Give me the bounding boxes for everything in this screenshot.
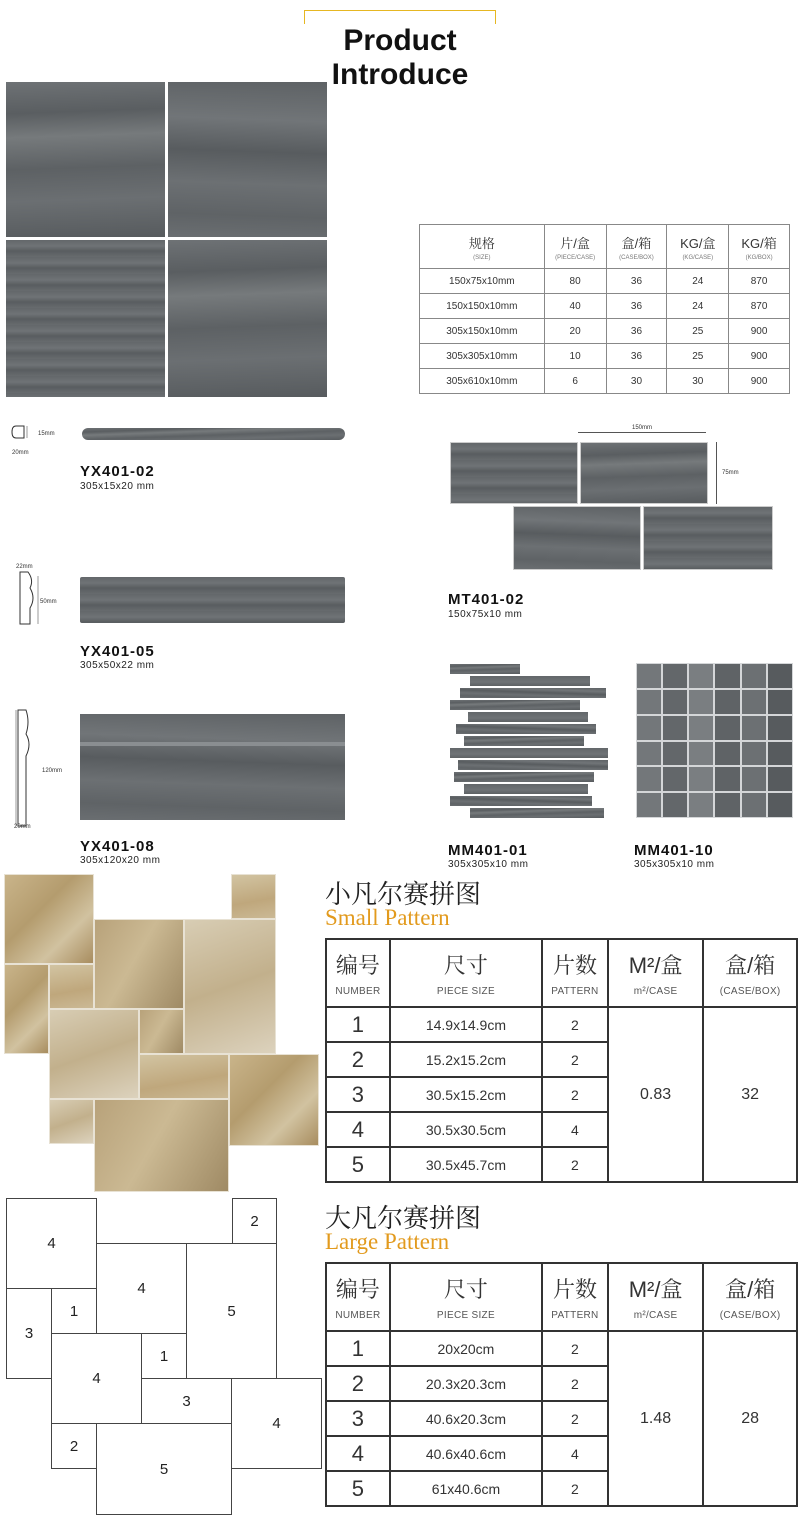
mosaic-chip bbox=[742, 664, 766, 688]
table-header-cell: KG/箱 (KG/BOX) bbox=[729, 225, 790, 269]
product-mm401-01 bbox=[440, 660, 620, 872]
pattern-piece: 4 bbox=[51, 1333, 142, 1424]
tile-photo bbox=[6, 240, 165, 397]
table-cell: 5 bbox=[326, 1147, 390, 1182]
profile-diagram bbox=[12, 708, 42, 830]
table-row bbox=[420, 344, 790, 369]
product-size: 150x75x10 mm bbox=[448, 609, 523, 620]
mosaic-chip bbox=[742, 716, 766, 740]
table-cell: 6 bbox=[544, 369, 606, 394]
table-cell: 36 bbox=[606, 269, 667, 294]
section-header bbox=[304, 10, 496, 91]
table-header-cell: 编号 NUMBER bbox=[326, 939, 390, 1007]
table-header-cell: 盒/箱 (CASE/BOX) bbox=[703, 939, 797, 1007]
product-size: 305x50x22 mm bbox=[80, 660, 155, 671]
mosaic-strip bbox=[470, 676, 590, 686]
mosaic-chip bbox=[689, 793, 713, 817]
mosaic-chip bbox=[715, 767, 739, 791]
table-cell: 40.6x20.3cm bbox=[390, 1401, 542, 1436]
table-cell: 2 bbox=[326, 1042, 390, 1077]
table-cell: 15.2x15.2cm bbox=[390, 1042, 542, 1077]
table-cell: 150x75x10mm bbox=[420, 269, 545, 294]
mosaic-strip bbox=[458, 760, 608, 770]
mosaic-chip bbox=[689, 716, 713, 740]
pattern-piece: 2 bbox=[232, 1198, 277, 1244]
mosaic-strip bbox=[450, 664, 520, 674]
mosaic-chip bbox=[768, 742, 792, 766]
product-code: MM401-10 bbox=[634, 842, 714, 859]
small-pattern-title-cn: 小凡尔赛拼图 bbox=[325, 880, 482, 910]
product-code: YX401-08 bbox=[80, 838, 155, 855]
table-cell: 14.9x14.9cm bbox=[390, 1007, 542, 1042]
mosaic-strip bbox=[450, 796, 592, 806]
mosaic-chip bbox=[768, 716, 792, 740]
table-cell: 4 bbox=[542, 1436, 608, 1471]
mosaic-chip bbox=[637, 742, 661, 766]
mosaic-strip bbox=[450, 748, 608, 758]
table-header-row bbox=[326, 939, 797, 1007]
small-pattern-photo bbox=[4, 874, 322, 1192]
pattern-piece: 1 bbox=[51, 1288, 97, 1334]
table-header-row bbox=[326, 1263, 797, 1331]
large-pattern-diagram bbox=[6, 1198, 324, 1516]
table-cell: 305x610x10mm bbox=[420, 369, 545, 394]
table-cell: 305x305x10mm bbox=[420, 344, 545, 369]
table-header-cell: KG/盒 (KG/CASE) bbox=[667, 225, 729, 269]
dimension-label: 20mm bbox=[14, 824, 31, 830]
table-cell: 20 bbox=[544, 319, 606, 344]
dimension-label: 22mm bbox=[16, 564, 33, 570]
table-cell: 1 bbox=[326, 1331, 390, 1366]
table-cell: 2 bbox=[542, 1077, 608, 1112]
table-cell: 870 bbox=[729, 294, 790, 319]
product-yx401-02 bbox=[0, 420, 360, 500]
product-code: MT401-02 bbox=[448, 591, 525, 608]
pattern-piece: 3 bbox=[141, 1378, 232, 1424]
table-cell: 28 bbox=[703, 1331, 797, 1506]
table-cell: 30 bbox=[667, 369, 729, 394]
table-cell: 30.5x15.2cm bbox=[390, 1077, 542, 1112]
table-row bbox=[420, 269, 790, 294]
table-cell: 4 bbox=[326, 1436, 390, 1471]
mosaic-chip bbox=[768, 690, 792, 714]
table-cell: 305x150x10mm bbox=[420, 319, 545, 344]
subway-tile bbox=[643, 506, 773, 570]
travertine-tile bbox=[4, 874, 94, 964]
mosaic-chip bbox=[742, 793, 766, 817]
table-cell: 4 bbox=[542, 1112, 608, 1147]
mosaic-chip bbox=[637, 664, 661, 688]
table-cell: 2 bbox=[542, 1147, 608, 1182]
dimension-label: 75mm bbox=[722, 470, 739, 476]
mosaic-strip bbox=[450, 700, 580, 710]
pattern-piece: 1 bbox=[141, 1333, 187, 1379]
table-header-cell: 片数 PATTERN bbox=[542, 1263, 608, 1331]
profile-diagram bbox=[12, 570, 46, 626]
table-cell: 3 bbox=[326, 1401, 390, 1436]
mosaic-chip bbox=[742, 690, 766, 714]
table-cell: 900 bbox=[729, 319, 790, 344]
table-header-cell: 规格 (SIZE) bbox=[420, 225, 545, 269]
table-cell: 5 bbox=[326, 1471, 390, 1506]
table-cell: 2 bbox=[326, 1366, 390, 1401]
travertine-tile bbox=[139, 1054, 229, 1099]
subway-tile bbox=[580, 442, 708, 504]
tile-photo bbox=[168, 82, 327, 237]
mosaic-chip bbox=[768, 793, 792, 817]
table-cell: 1 bbox=[326, 1007, 390, 1042]
table-cell: 150x150x10mm bbox=[420, 294, 545, 319]
mosaic-strip bbox=[464, 784, 588, 794]
dimension-label: 120mm bbox=[42, 768, 63, 774]
table-header-row bbox=[420, 225, 790, 269]
table-cell: 1.48 bbox=[608, 1331, 703, 1506]
molding-photo bbox=[82, 428, 345, 440]
mosaic-strip bbox=[470, 808, 604, 818]
mosaic-grid bbox=[636, 663, 793, 818]
table-row bbox=[420, 294, 790, 319]
subway-tile bbox=[450, 442, 578, 504]
mosaic-chip bbox=[663, 793, 687, 817]
table-row bbox=[326, 1331, 797, 1366]
mosaic-strip bbox=[468, 712, 588, 722]
dimension-label: 50mm bbox=[40, 599, 57, 605]
pattern-piece: 2 bbox=[51, 1423, 97, 1469]
product-size: 305x120x20 mm bbox=[80, 855, 161, 866]
table-cell: 2 bbox=[542, 1471, 608, 1506]
pattern-piece: 5 bbox=[186, 1243, 277, 1379]
table-cell: 25 bbox=[667, 319, 729, 344]
table-cell: 20.3x20.3cm bbox=[390, 1366, 542, 1401]
travertine-tile bbox=[49, 964, 94, 1009]
mosaic-strip bbox=[454, 772, 594, 782]
mosaic-chip bbox=[689, 690, 713, 714]
table-header-cell: 尺寸 PIECE SIZE bbox=[390, 939, 542, 1007]
dimension-label: 20mm bbox=[12, 450, 29, 456]
mosaic-chip bbox=[637, 690, 661, 714]
table-header-cell: 盒/箱 (CASE/BOX) bbox=[606, 225, 667, 269]
travertine-tile bbox=[94, 919, 184, 1009]
mosaic-chip bbox=[637, 716, 661, 740]
mosaic-chip bbox=[715, 690, 739, 714]
travertine-tile bbox=[184, 919, 276, 1054]
page-title: Product Introduce bbox=[274, 24, 526, 92]
product-yx401-08 bbox=[0, 704, 360, 869]
table-cell: 24 bbox=[667, 269, 729, 294]
mosaic-chip bbox=[768, 767, 792, 791]
pattern-piece: 3 bbox=[6, 1288, 52, 1379]
large-pattern-title-en: Large Pattern bbox=[325, 1229, 450, 1254]
table-header-cell: M²/盒 m²/CASE bbox=[608, 939, 703, 1007]
table-cell: 2 bbox=[542, 1331, 608, 1366]
table-cell: 36 bbox=[606, 344, 667, 369]
table-cell: 900 bbox=[729, 344, 790, 369]
product-code: YX401-02 bbox=[80, 463, 155, 480]
table-header-cell: M²/盒 m²/CASE bbox=[608, 1263, 703, 1331]
mosaic-chip bbox=[689, 742, 713, 766]
product-code: MM401-01 bbox=[448, 842, 528, 859]
product-mt401-02 bbox=[440, 420, 800, 620]
dimension-line bbox=[578, 432, 706, 433]
product-size: 305x15x20 mm bbox=[80, 481, 155, 492]
table-header-cell: 尺寸 PIECE SIZE bbox=[390, 1263, 542, 1331]
table-cell: 0.83 bbox=[608, 1007, 703, 1182]
profile-diagram bbox=[10, 422, 40, 450]
small-pattern-title-en: Small Pattern bbox=[325, 905, 450, 930]
spec-table bbox=[419, 224, 790, 394]
table-cell: 80 bbox=[544, 269, 606, 294]
mosaic-chip bbox=[663, 664, 687, 688]
large-pattern-table bbox=[325, 1262, 798, 1507]
tile-photo-grid bbox=[6, 82, 327, 397]
mosaic-chip bbox=[689, 664, 713, 688]
table-cell: 20x20cm bbox=[390, 1331, 542, 1366]
molding-photo bbox=[80, 714, 345, 820]
table-cell: 36 bbox=[606, 294, 667, 319]
travertine-tile bbox=[4, 964, 49, 1054]
mosaic-chip bbox=[689, 767, 713, 791]
dimension-line bbox=[716, 442, 717, 504]
table-row bbox=[326, 1007, 797, 1042]
product-yx401-05 bbox=[0, 562, 360, 677]
molding-groove bbox=[80, 742, 345, 746]
mosaic-chip bbox=[742, 767, 766, 791]
mosaic-chip bbox=[715, 664, 739, 688]
subway-tile bbox=[513, 506, 641, 570]
mosaic-chip bbox=[637, 793, 661, 817]
table-header-cell: 编号 NUMBER bbox=[326, 1263, 390, 1331]
table-cell: 25 bbox=[667, 344, 729, 369]
travertine-tile bbox=[229, 1054, 319, 1146]
table-cell: 2 bbox=[542, 1007, 608, 1042]
table-header-cell: 盒/箱 (CASE/BOX) bbox=[703, 1263, 797, 1331]
travertine-tile bbox=[139, 1009, 184, 1054]
pattern-piece: 5 bbox=[96, 1423, 232, 1515]
travertine-tile bbox=[94, 1099, 229, 1192]
product-size: 305x305x10 mm bbox=[448, 859, 529, 870]
travertine-tile bbox=[49, 1099, 94, 1144]
table-cell: 900 bbox=[729, 369, 790, 394]
table-cell: 10 bbox=[544, 344, 606, 369]
table-cell: 30.5x45.7cm bbox=[390, 1147, 542, 1182]
tile-photo bbox=[6, 82, 165, 237]
table-cell: 3 bbox=[326, 1077, 390, 1112]
mosaic-chip bbox=[663, 767, 687, 791]
table-cell: 32 bbox=[703, 1007, 797, 1182]
small-pattern-table bbox=[325, 938, 798, 1183]
product-size: 305x305x10 mm bbox=[634, 859, 715, 870]
table-cell: 36 bbox=[606, 319, 667, 344]
mosaic-chip bbox=[715, 793, 739, 817]
table-cell: 24 bbox=[667, 294, 729, 319]
product-mm401-10 bbox=[630, 660, 800, 872]
mosaic-chip bbox=[715, 742, 739, 766]
travertine-tile bbox=[49, 1009, 139, 1099]
pattern-piece: 4 bbox=[6, 1198, 97, 1289]
mosaic-chip bbox=[742, 742, 766, 766]
table-cell: 61x40.6cm bbox=[390, 1471, 542, 1506]
mosaic-chip bbox=[663, 716, 687, 740]
pattern-piece: 4 bbox=[231, 1378, 322, 1469]
table-header-cell: 片/盒 (PIECE/CASE) bbox=[544, 225, 606, 269]
table-cell: 40.6x40.6cm bbox=[390, 1436, 542, 1471]
tile-photo bbox=[168, 240, 327, 397]
mosaic-chip bbox=[637, 767, 661, 791]
table-cell: 870 bbox=[729, 269, 790, 294]
product-code: YX401-05 bbox=[80, 643, 155, 660]
table-cell: 30 bbox=[606, 369, 667, 394]
mosaic-chip bbox=[663, 742, 687, 766]
mosaic-strip bbox=[460, 688, 606, 698]
table-cell: 2 bbox=[542, 1366, 608, 1401]
table-cell: 2 bbox=[542, 1042, 608, 1077]
molding-photo bbox=[80, 577, 345, 623]
mosaic-strip bbox=[456, 724, 596, 734]
table-cell: 30.5x30.5cm bbox=[390, 1112, 542, 1147]
mosaic-chip bbox=[768, 664, 792, 688]
dimension-label: 150mm bbox=[632, 425, 653, 431]
table-row bbox=[420, 319, 790, 344]
table-row bbox=[420, 369, 790, 394]
pattern-piece: 4 bbox=[96, 1243, 187, 1334]
table-cell: 2 bbox=[542, 1401, 608, 1436]
mosaic-strip bbox=[464, 736, 584, 746]
large-pattern-title-cn: 大凡尔赛拼图 bbox=[325, 1204, 482, 1234]
mosaic-chip bbox=[715, 716, 739, 740]
dimension-label: 15mm bbox=[38, 431, 55, 437]
table-cell: 4 bbox=[326, 1112, 390, 1147]
table-cell: 40 bbox=[544, 294, 606, 319]
table-header-cell: 片数 PATTERN bbox=[542, 939, 608, 1007]
mosaic-chip bbox=[663, 690, 687, 714]
travertine-tile bbox=[231, 874, 276, 919]
